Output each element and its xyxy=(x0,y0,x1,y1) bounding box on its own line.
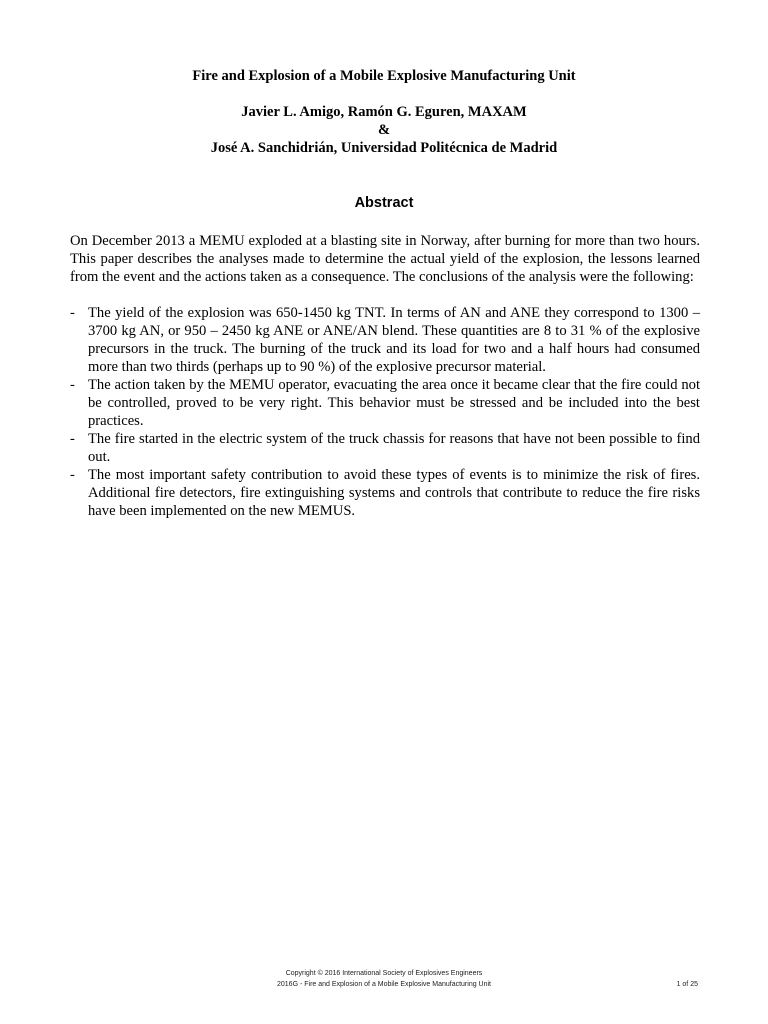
page-number: 1 of 25 xyxy=(676,981,698,988)
conclusions-list xyxy=(70,304,700,520)
list-item xyxy=(70,304,700,376)
authors-ampersand: & xyxy=(377,122,391,138)
abstract-intro-paragraph: On December 2013 a MEMU exploded at a blasting site in Norway, after burning for more than two hours. This paper describes the analyses made to determine the actual yield of the explosion, the lessons learned from the event and the actions taken as a consequence. The conclusions of the analysis were the following: xyxy=(70,233,700,285)
bullet-dash: - xyxy=(70,377,75,393)
list-item-text: The fire started in the electric system of the truck chassis for reasons that have not been possible to find out. xyxy=(88,431,700,465)
list-item-text: The yield of the explosion was 650-1450 kg TNT. In terms of AN and ANE they correspond to 1300 – 3700 kg AN, or 950 – 2450 kg ANE or ANE/AN blend. These quantities are 8 to 31 % of the explosive precursors in the truck. The burning of the truck and its load for two and a half hours had consumed more than two thirds (perhaps up to 90 %) of the explosive precursor material. xyxy=(88,305,700,375)
list-item-text: The action taken by the MEMU operator, evacuating the area once it became clear that the fire could not be controlled, proved to be very right. This behavior must be stressed and be included into the best practices. xyxy=(88,377,700,429)
authors-line-2: José A. Sanchidrián, Universidad Politécnica de Madrid xyxy=(210,140,558,156)
authors-line-1: Javier L. Amigo, Ramón G. Eguren, MAXAM xyxy=(241,104,527,120)
title-block xyxy=(0,67,768,157)
copyright-notice: Copyright © 2016 International Society of Explosives Engineers xyxy=(285,970,483,977)
bullet-dash: - xyxy=(70,467,75,483)
page-footer xyxy=(0,968,768,990)
abstract-body xyxy=(70,232,700,520)
list-item-text: The most important safety contribution to avoid these types of events is to minimize the risk of fires. Additional fire detectors, fire extinguishing systems and controls that contribute to reduce the fire risks have been implemented on the new MEMUS. xyxy=(88,467,700,519)
bullet-dash: - xyxy=(70,431,75,447)
running-title: 2016G - Fire and Explosion of a Mobile Explosive Manufacturing Unit xyxy=(277,981,491,988)
list-item xyxy=(70,466,700,520)
list-item xyxy=(70,376,700,430)
abstract-heading: Abstract xyxy=(354,195,414,211)
paper-title: Fire and Explosion of a Mobile Explosive Manufacturing Unit xyxy=(192,68,576,84)
list-item xyxy=(70,430,700,466)
bullet-dash: - xyxy=(70,305,75,321)
